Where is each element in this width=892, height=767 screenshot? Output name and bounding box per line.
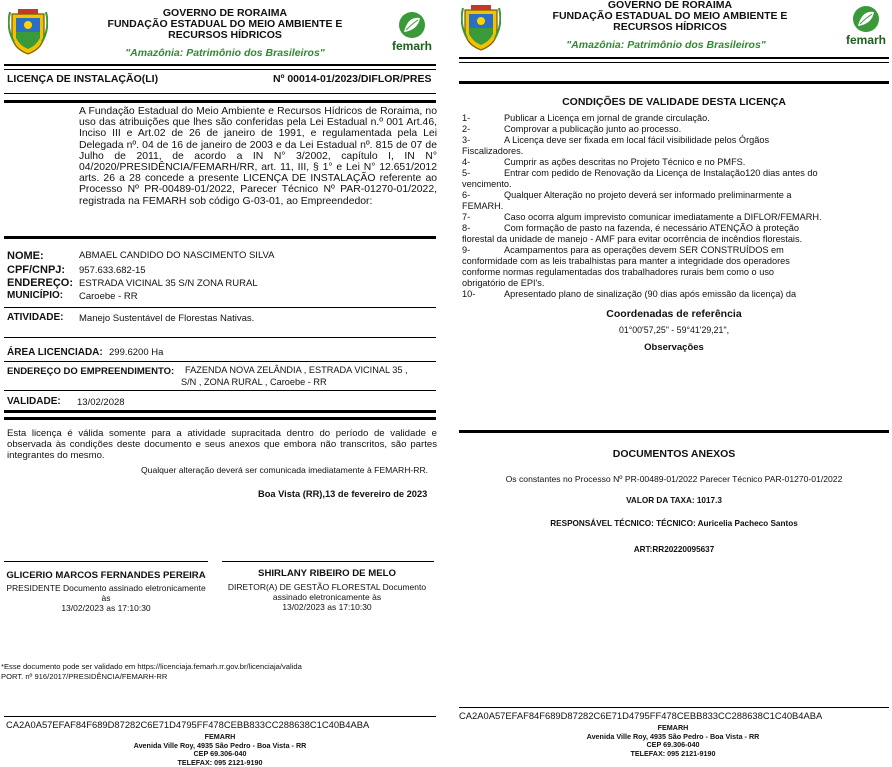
condition-item xyxy=(462,168,852,179)
divider xyxy=(459,430,889,433)
footer-cep: CEP 69.306-040 xyxy=(193,749,247,759)
divider xyxy=(4,390,436,391)
validade-label: VALIDADE: xyxy=(7,396,61,407)
art-number: ART:RR20220095637 xyxy=(633,545,715,554)
condition-item xyxy=(462,135,852,146)
condition-continuation: vencimento. xyxy=(462,179,512,189)
condition-continuation: Fiscalizadores. xyxy=(462,146,524,156)
cpf-value: 957.633.682-15 xyxy=(79,265,146,276)
femarh-leaf-icon xyxy=(842,4,890,34)
condition-item xyxy=(462,289,852,300)
condition-text: Acampamentos para as operações devem SER CONSTRUÍDOS em xyxy=(504,245,784,255)
validade-value: 13/02/2028 xyxy=(77,397,125,408)
footer-phone: TELEFAX: 095 2121-9190 xyxy=(177,757,263,767)
nome-value: ABMAEL CANDIDO DO NASCIMENTO SILVA xyxy=(79,250,275,261)
footer-cep: CEP 69.306-040 xyxy=(646,740,700,750)
footer xyxy=(513,724,833,758)
atividade-value: Manejo Sustentável de Florestas Nativas. xyxy=(79,313,255,324)
signer-date: 13/02/2023 as 17:10:30 xyxy=(61,603,151,613)
conditions-title: CONDIÇÕES DE VALIDADE DESTA LICENÇA xyxy=(562,96,786,108)
condition-continuation: conformidade com as leis trabalhistas para manter a integridade dos operadores conforme normas regulamentadas dos trabalhadores rurais bem como o uso obrigatório de EPI's. xyxy=(462,256,790,288)
signature-block-president xyxy=(0,570,212,613)
condition-number: 8- xyxy=(462,223,471,233)
coords-value: 01°00'57,25" - 59°41'29,21", xyxy=(618,325,730,335)
divider xyxy=(4,100,436,103)
condition-text: Caso ocorra algum imprevisto comunicar imediatamente a DIFLOR/FEMARH. xyxy=(504,212,822,222)
technical-responsible: RESPONSÁVEL TÉCNICO: TÉCNICO: Auricelia Pacheco Santos xyxy=(550,519,798,528)
footer-address: Avenida Ville Roy, 4935 São Pedro - Boa Vista - RR xyxy=(586,731,760,741)
license-title: LICENÇA DE INSTALAÇÃO(LI) xyxy=(7,73,159,85)
annex-title: DOCUMENTOS ANEXOS xyxy=(612,448,736,460)
place-date: Boa Vista (RR),13 de fevereiro de 2023 xyxy=(258,489,428,499)
condition-item xyxy=(462,124,852,135)
footer xyxy=(60,733,380,767)
divider xyxy=(4,337,436,338)
condition-number: 9- xyxy=(462,245,471,255)
area-value: 299.6200 Ha xyxy=(109,347,164,358)
area-label: ÁREA LICENCIADA: xyxy=(7,347,103,358)
condition-text: Cumprir as ações descritas no Projeto Técnico e no PMFS. xyxy=(504,157,746,167)
condition-text: A Licença deve ser fixada em local fácil visibilidade pelos Órgãos xyxy=(504,135,770,145)
condition-text: Qualquer Alteração no projeto deverá ser informado preliminarmente a xyxy=(504,190,792,200)
validity-text: Esta licença é válida somente para a atividade supracitada dentro do período de validade e observada às condições deste documento e seus anexos que embora não transcritos, são partes integrantes do mesmo. xyxy=(7,428,437,461)
divider xyxy=(4,236,436,239)
divider xyxy=(459,81,889,84)
nome-label: NOME: xyxy=(7,250,44,262)
logo-text: femarh xyxy=(391,39,432,53)
condition-text: Entrar com pedido de Renovação da Licença de Instalação120 dias antes do xyxy=(504,168,818,178)
divider xyxy=(4,410,436,413)
org-name-line1: FUNDAÇÃO ESTADUAL DO MEIO AMBIENTE E xyxy=(552,10,788,22)
condition-continuation: FEMARH. xyxy=(462,201,504,211)
municipio-label: MUNICÍPIO: xyxy=(7,290,64,301)
femarh-leaf-icon xyxy=(388,10,436,40)
condition-text: Publicar a Licença em jornal de grande circulação. xyxy=(504,113,710,123)
signer-date: 13/02/2023 as 17:10:30 xyxy=(282,602,372,612)
condition-number: 2- xyxy=(462,124,471,134)
signature-line xyxy=(222,561,434,562)
end-emp-line1: FAZENDA NOVA ZELÂNDIA , ESTRADA VICINAL 35 , xyxy=(185,365,408,375)
divider xyxy=(4,417,436,420)
footer-phone: TELEFAX: 095 2121-9190 xyxy=(630,748,716,758)
atividade-label: ATIVIDADE: xyxy=(7,312,64,323)
roraima-coat-of-arms-icon xyxy=(8,8,48,56)
divider xyxy=(459,707,889,708)
footer-org: FEMARH xyxy=(657,723,689,732)
condition-number: 6- xyxy=(462,190,471,200)
org-name-line2: RECURSOS HÍDRICOS xyxy=(168,29,282,41)
fee-value: VALOR DA TAXA: 1017.3 xyxy=(626,496,722,505)
observations-title: Observações xyxy=(644,342,704,353)
condition-item xyxy=(462,190,852,201)
validation-url-text: *Esse documento pode ser validado em https://licenciaja.femarh.rr.gov.br/licenciaja/valida xyxy=(1,662,302,671)
changes-notice: Qualquer alteração deverá ser comunicada imediatamente à FEMARH-RR. xyxy=(141,465,429,475)
gov-title: GOVERNO DE RORAIMA xyxy=(162,7,288,19)
cpf-label: CPF/CNPJ: xyxy=(7,264,66,276)
roraima-coat-of-arms-icon xyxy=(461,4,501,52)
footer-address: Avenida Ville Roy, 4935 São Pedro - Boa Vista - RR xyxy=(133,740,307,750)
condition-text: Com formação de pasto na fazenda, é necessário ATENÇÃO à proteção xyxy=(504,223,800,233)
divider xyxy=(4,93,436,94)
footer-org: FEMARH xyxy=(204,732,236,741)
condition-number: 10- xyxy=(462,289,476,299)
coords-title: Coordenadas de referência xyxy=(606,308,742,320)
endereco-label: ENDEREÇO: xyxy=(7,277,74,289)
document-hash: CA2A0A57EFAF84F689D87282C6E71D4795FF478CEBB833CC288638C1C40B4ABA xyxy=(6,719,370,730)
signer-note: assinado eletronicamente às xyxy=(272,592,382,602)
conditions-list xyxy=(462,113,852,300)
condition-text: Comprovar a publicação junto ao processo. xyxy=(504,124,682,134)
validation-note xyxy=(1,662,302,682)
municipio-value: Caroebe - RR xyxy=(79,291,138,302)
signer-note: às xyxy=(101,593,111,603)
signature-line xyxy=(4,561,208,562)
femarh-logo xyxy=(388,10,436,52)
logo-text: femarh xyxy=(845,33,886,47)
divider xyxy=(4,307,436,308)
org-name-line1: FUNDAÇÃO ESTADUAL DO MEIO AMBIENTE E xyxy=(107,18,343,30)
condition-item xyxy=(462,113,852,124)
condition-number: 7- xyxy=(462,212,471,222)
annex-process: Os constantes no Processo Nº PR-00489-01/2022 Parecer Técnico PAR-01270-01/2022 xyxy=(505,474,843,484)
org-name-line2: RECURSOS HÍDRICOS xyxy=(613,21,727,33)
condition-text: Apresentado plano de sinalização (90 dias após emissão da licença) da xyxy=(504,289,797,299)
divider xyxy=(4,716,436,717)
header-rule xyxy=(459,57,889,63)
intro-paragraph: A Fundação Estadual do Meio Ambiente e Recursos Hídricos de Roraima, no uso das atribuições que lhes são conferidas pela Lei Estadual n.º 001 Art.46, Inciso III e Art.02 de 26 de janeiro de 1991, e regulamentada pela Lei Delegada nº. 04 de 16 de janeiro de 2003 e da Lei Estadual nº. 815 de 07 de Julho de 2011, de acordo a IN N° 3/2002, capítulo I, IN N° 04/2020/PRESIDÊNCIA/FEMARH/RR, art. 11, III, § 1° e Lei N° 12.651/2012 arts. 26 a 28 concede a presente LICENÇA DE INSTALAÇÃO referente ao Processo Nº PR-00489-01/2022, Parecer Técnico Nº PAR-01270-01/2022, registrada na FEMARH sob código G-03-01, ao Empreendedor: xyxy=(79,106,437,207)
condition-number: 5- xyxy=(462,168,471,178)
condition-item xyxy=(462,157,852,168)
condition-item xyxy=(462,245,852,256)
condition-number: 3- xyxy=(462,135,471,145)
femarh-logo xyxy=(842,4,890,46)
condition-number: 1- xyxy=(462,113,471,123)
signer-role: DIRETOR(A) DE GESTÃO FLORESTAL Documento xyxy=(227,582,427,592)
condition-item xyxy=(462,223,852,234)
end-emp-label: ENDEREÇO DO EMPREENDIMENTO: xyxy=(7,366,175,377)
signature-block-director xyxy=(218,568,436,612)
condition-continuation: florestal da unidade de manejo - AMF para evitar ocorrência de incêndios florestais. xyxy=(462,234,803,244)
end-emp-line2: S/N , ZONA RURAL , Caroebe - RR xyxy=(181,377,327,387)
signer-name: SHIRLANY RIBEIRO DE MELO xyxy=(258,568,396,579)
signer-name: GLICERIO MARCOS FERNANDES PEREIRA xyxy=(6,570,206,581)
document-hash: CA2A0A57EFAF84F689D87282C6E71D4795FF478CEBB833CC288638C1C40B4ABA xyxy=(459,710,823,721)
condition-item xyxy=(462,212,852,223)
validation-port: PORT. nº 916/2017/PRESIDÊNCIA/FEMARH-RR xyxy=(1,672,168,681)
endereco-value: ESTRADA VICINAL 35 S/N ZONA RURAL xyxy=(79,278,258,289)
header-rule xyxy=(4,64,436,70)
divider xyxy=(4,361,436,362)
gov-title: GOVERNO DE RORAIMA xyxy=(607,0,733,11)
signer-role: PRESIDENTE Documento assinado eletronicamente xyxy=(6,583,206,593)
license-number: Nº 00014-01/2023/DIFLOR/PRES xyxy=(273,73,432,85)
motto: "Amazônia: Patrimônio dos Brasileiros" xyxy=(125,47,325,59)
condition-number: 4- xyxy=(462,157,471,167)
motto: "Amazônia: Patrimônio dos Brasileiros" xyxy=(566,39,766,51)
